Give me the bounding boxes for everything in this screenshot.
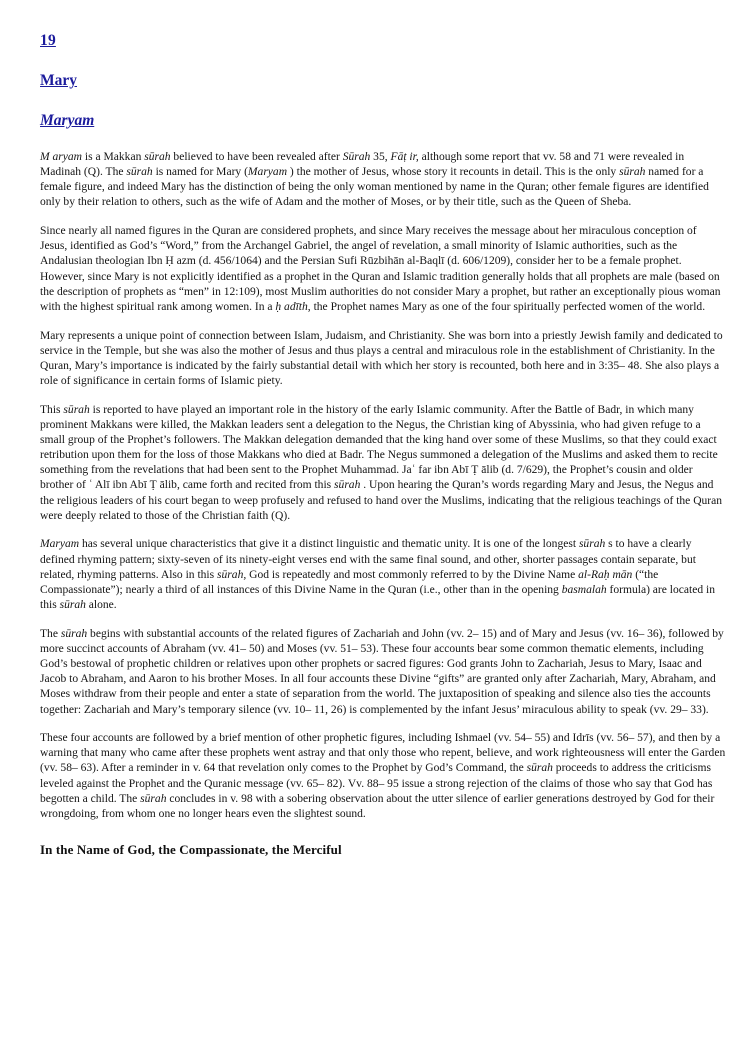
p6-seg1: The: [40, 627, 61, 640]
p1-seg1: M aryam: [40, 151, 83, 163]
p4-seg5: . Upon hearing the Quran’s words regarding Mary and Jesus, the Negus and the religious leaders of his court began to weep profusely and refused to hand over the Muslims, indicating that the religious teachings of the Quran were deeply related to those of the Christian faith (Q).: [40, 479, 723, 522]
p5-seg2: has several unique characteristics that give it a distinct linguistic and thematic unity. It is one of the longest: [79, 538, 579, 551]
paragraph-3: [40, 329, 726, 390]
p1-seg3: sūrah: [144, 151, 171, 163]
p7-seg3: proceeds to address the criticisms leveled against the Prophet and the Quranic message (vv. 65– 82). Vv. 88– 95 issue a strong rejection of the claims of those who say that God has begotten a child. The: [40, 762, 713, 805]
p4-seg2: sūrah: [63, 403, 90, 416]
p2-seg2: ḥ adīth: [275, 300, 308, 313]
p4-seg4: sūrah: [334, 479, 361, 492]
p2-seg3: , the Prophet names Mary as one of the four spiritually perfected women of the world.: [307, 300, 706, 313]
p5-seg8: (“the Compassionate”); nearly a third of all instances of this Divine Name in the Quran (i.e., other than in the opening: [40, 568, 659, 596]
surah-title-arabic-row: [40, 112, 723, 130]
p5-seg11: sūrah: [59, 599, 86, 612]
p5-seg3: sūrah: [578, 538, 606, 551]
p1-seg9: sūrah: [126, 166, 153, 179]
p5-seg4: s to have a clearly defined rhyming pattern; sixty-seven of its ninety-eight verses end with the same final sound, and other, shorter passages contain separate, but related, rhyming patterns. Also in this: [40, 538, 696, 581]
paragraph-4: [40, 403, 726, 524]
p7-seg4: sūrah: [140, 792, 167, 805]
p5-seg6: God is repeatedly and most commonly referred to by the Divine Name: [246, 568, 579, 581]
paragraph-1: [40, 150, 726, 211]
p6-seg2: sūrah: [60, 627, 88, 640]
basmalah-heading: In the Name of God, the Compassionate, the Merciful: [40, 842, 342, 858]
paragraph-6: [40, 627, 726, 718]
chapter-number: 19: [40, 32, 56, 49]
surah-title-arabic: Maryam: [40, 112, 95, 129]
chapter-number-row: [40, 32, 723, 50]
p1-seg8: although some report that vv. 58 and 71 were revealed in Madinah (Q). The: [40, 151, 685, 179]
p5-seg9: basmalah: [561, 583, 607, 596]
paragraph-2: [40, 224, 726, 315]
paragraph-5: [40, 537, 726, 613]
p1-seg2: is a Makkan: [82, 151, 145, 163]
p7-seg2: sūrah: [526, 762, 553, 775]
p7-seg1: These four accounts are followed by a brief mention of other prophetic figures, including Ishmael (vv. 54– 55) and Idrīs (vv. 56– 57), and then by a warning that many who came after these prophets went astray and that only those who repent, believe, and work righteousness will enter the Garden (vv. 58– 63). After a reminder in v. 64 that revelation only comes to the Prophet by God’s Command, the: [40, 732, 726, 775]
p5-seg10: formula) are located in this: [40, 583, 715, 612]
p5-seg1: Maryam: [40, 538, 80, 551]
p3-seg1: Mary represents a unique point of connection between Islam, Judaism, and Christianity. She was born into a priestly Jewish family and dedicated to service in the Temple, but she was also the mother of Jesus and thus plays a central and miraculous role in the establishment of Christianity. In the Quran, Mary’s importance is indicated by the fairly substantial detail with which her story is recounted, both here and in 3:35– 48. She also plays a role of significance in certain forms of Islamic piety.: [40, 329, 723, 388]
p7-seg5: concludes in v. 98 with a sobering observation about the utter silence of earlier generations destroyed by God for their wrongdoing, from whom one no longer hears even the slightest sound.: [40, 792, 715, 820]
surah-title-english: Mary: [40, 72, 78, 89]
p4-seg1: This: [40, 403, 64, 416]
p1-seg6: 35,: [370, 151, 391, 163]
p1-seg4: believed to have been revealed after: [170, 151, 343, 163]
p1-seg11: Maryam: [247, 166, 288, 179]
p1-seg7: Fāṭ ir,: [390, 151, 419, 163]
p2-seg1: Since nearly all named figures in the Quran are considered prophets, and since Mary receives the message about her miraculous conception of Jesus, identified as God’s “Word,” from the Archangel Gabriel, the angel of revelation, a small minority of Islamic authorities, such as the Andalusian theologian Ibn Ḥ azm (d. 456/1064) and the Persian Sufi Rūzbihān al-Baqlī (d. 606/1209), consider her to be a female prophet. However, since Mary is not explicitly identified as a prophet in the Quran and Islamic tradition generally holds that all prophets are male (based on the description of prophets as “men” in 12:109), most Muslim authorities do not consider Mary a prophet, but rather an exceptionally pious woman with the highest spiritual rank among women. In a: [40, 225, 721, 313]
p5-seg5: sūrah,: [217, 568, 247, 581]
p1-seg5: Sūrah: [342, 151, 371, 163]
p4-seg3: is reported to have played an important role in the history of the early Islamic community. After the Battle of Badr, in which many prominent Makkans were killed, the Makkan leaders sent a delegation to the Negus, the Christian king of Abyssinia, who had given refuge to a small group of the Prophet’s followers. The Makkan delegation demanded that the king hand over some of these Muslims, so that they could exact retribution upon them for the loss of those Makkans who died at Badr. The Negus summoned a delegation of the Muslims and asked them to recite something from the revelations that had been sent to the Prophet Muhammad. Jaʿ far ibn Abī Ṭ ālib (d. 7/629), the Prophet’s cousin and older brother of ʿ Alī ibn Abī Ṭ ālib, came forth and recited from this: [40, 403, 718, 492]
paragraph-7: [40, 731, 726, 822]
p1-seg13: sūrah: [619, 166, 646, 179]
p1-seg10: is named for Mary (: [152, 166, 248, 179]
p5-seg7: al-Raḥ mān: [578, 568, 633, 581]
surah-title-english-row: [40, 72, 723, 90]
p1-seg12: ) the mother of Jesus, whose story it recounts in detail. This is the only: [287, 166, 620, 179]
p5-seg12: alone.: [85, 599, 117, 612]
p1-seg14: named for a female figure, and indeed Mary has the distinction of being the only woman mentioned by name in the Quran; other female figures are identified only by their relation to others, such as the wife of Adam and the mother of Moses, or by their title, such as the Queen of Sheba.: [40, 166, 709, 209]
p6-seg3: begins with substantial accounts of the related figures of Zachariah and John (vv. 2– 15) and of Mary and Jesus (vv. 16– 36), followed by more succinct accounts of Abraham (vv. 41– 50) and Moses (vv. 51– 53). These four accounts bear some common thematic elements, including God’s bestowal of prophetic children or relatives upon other prophets or sacred figures: God grants John to Zachariah, Jesus to Mary, Isaac and Jacob to Abraham, and Aaron to his brother Moses. In all four accounts these Divine “gifts” are granted only after Zachariah, Mary, Abraham, and Moses withdraw from their people and enter a state of separation from the world. The juxtaposition of speaking and silence also ties the accounts together: Zachariah and Mary’s temporary silence (vv. 10– 11, 26) is complemented by the infant Jesus’ miraculous ability to speak (vv. 29– 33).: [40, 627, 724, 716]
